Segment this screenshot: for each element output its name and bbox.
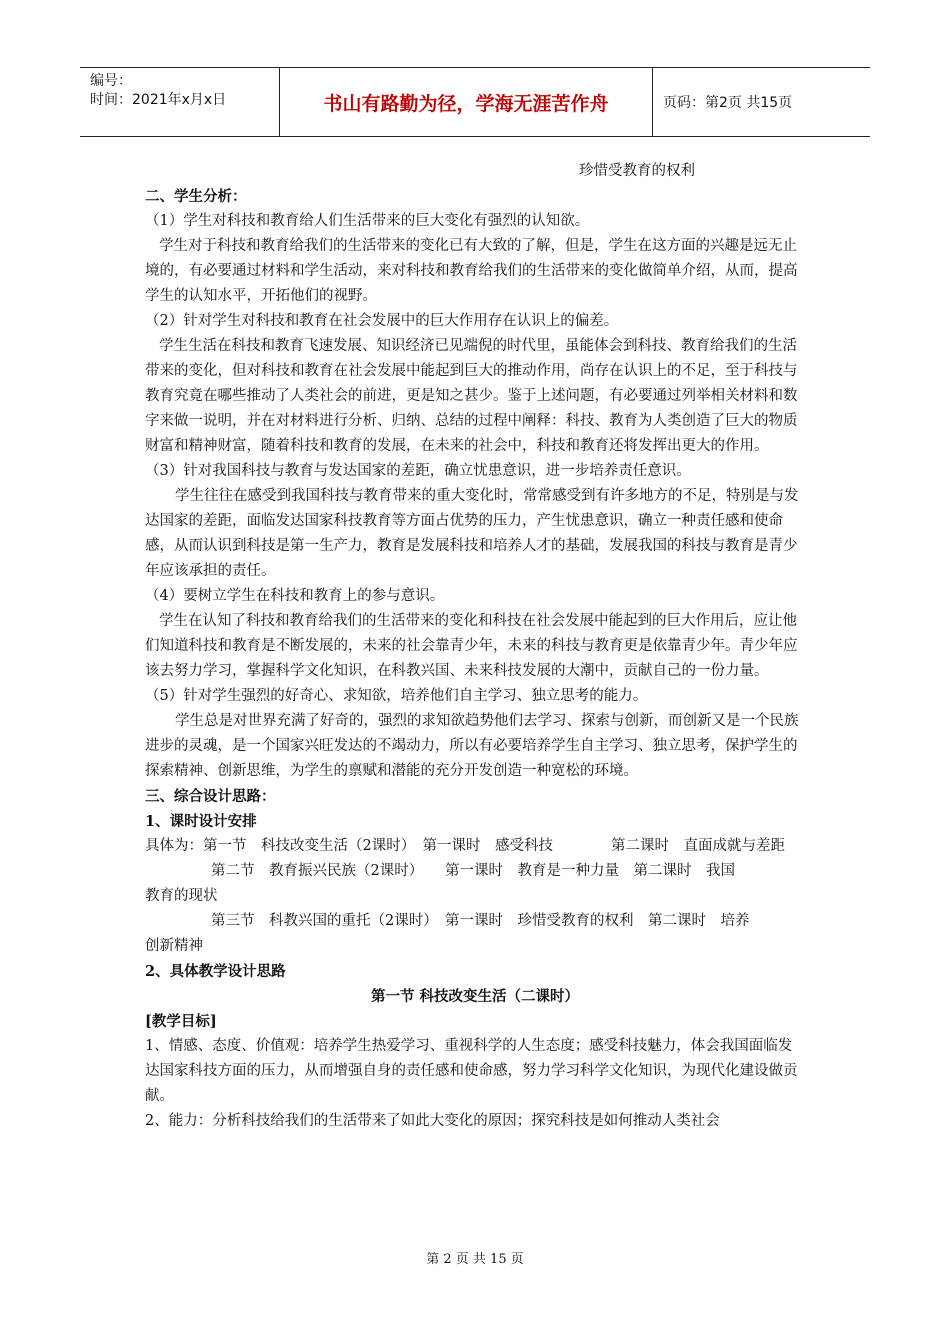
paragraph: 学生总是对世界充满了好奇的，强烈的求知欲趋势他们去学习、探索与创新，而创新又是一个民族进步的灵魂，是一个国家兴旺发达的不竭动力，所以有必要培养学生自主学习、独立思考，保护学生的探索精神、创新思维，为学生的禀赋和潜能的充分开发创造一种宽松的环境。 <box>145 713 799 779</box>
paragraph: 珍惜受教育的权利 <box>579 163 695 179</box>
subsection-heading: [教学目标] <box>145 1013 217 1030</box>
section-heading: 三、综合设计思路： <box>145 788 276 805</box>
header-motto: 书山有路勤为径，学海无涯苦作舟 <box>280 68 653 136</box>
paragraph: 教育的现状 <box>145 888 218 904</box>
header-page-info: 页码：第2页 共15页 <box>663 95 793 111</box>
paragraph: （2）针对学生对科技和教育在社会发展中的巨大作用存在认识上的偏差。 <box>145 313 619 329</box>
subsection-heading: 2、具体教学设计思路 <box>145 963 286 980</box>
paragraph: 具体为：第一节 科技改变生活（2课时） 第一课时 感受科技 第二课时 直面成就与差距 <box>145 838 785 854</box>
header-meta <box>80 68 280 136</box>
paragraph: 创新精神 <box>145 938 203 954</box>
number-label: 编号： <box>90 73 132 89</box>
page-header <box>80 67 870 137</box>
paragraph: 学生往往在感受到我国科技与教育带来的重大变化时，常常感受到有许多地方的不足，特别是与发达国家的差距，面临发达国家科技教育等方面占优势的压力，产生忧患意识，确立一种责任感和使命感，从而认识到科技是第一生产力，教育是发展科技和培养人才的基础，发展我国的科技与教育是青少年应该承担的责任。 <box>145 488 799 579</box>
paragraph: 第二节 教育振兴民族（2课时） 第一课时 教育是一种力量 第二课时 我国 <box>211 863 735 879</box>
document-body <box>145 159 805 1134</box>
paragraph: 学生对于科技和教育给我们的生活带来的变化已有大致的了解，但是，学生在这方面的兴趣是远无止境的，有必要通过材料和学生活动，来对科技和教育给我们的生活带来的变化做简单介绍，从而，提高学生的认知水平，开拓他们的视野。 <box>145 238 798 304</box>
paragraph: （3）针对我国科技与教育与发达国家的差距，确立忧患意识，进一步培养责任意识。 <box>145 463 691 479</box>
section-heading: 二、学生分析： <box>145 188 247 205</box>
paragraph: （5）针对学生强烈的好奇心、求知欲，培养他们自主学习、独立思考的能力。 <box>145 688 648 704</box>
paragraph: 1、情感、态度、价值观：培养学生热爱学习、重视科学的人生态度；感受科技魅力，体会我国面临发达国家科技方面的压力，从而增强自身的责任感和使命感，努力学习科学文化知识，为现代化建设做贡献。 <box>145 1038 798 1104</box>
paragraph: 学生在认知了科技和教育给我们的生活带来的变化和科技在社会发展中能起到的巨大作用后，应让他们知道科技和教育是不断发展的，未来的社会靠青少年，未来的科技与教育更是依靠青少年。青少年应该去努力学习，掌握科学文化知识，在科教兴国、未来科技发展的大潮中，贡献自己的一份力量。 <box>145 613 798 679</box>
time-label: 时间：2021年x月x日 <box>90 92 227 108</box>
paragraph: 学生生活在科技和教育飞速发展、知识经济已见端倪的时代里，虽能体会到科技、教育给我们的生活带来的变化，但对科技和教育在社会发展中能起到巨大的推动作用，尚存在认识上的不足，至于科技与教育究竟在哪些推动了人类社会的前进，更是知之甚少。鉴于上述问题，有必要通过列举相关材料和数字来做一说明，并在对材料进行分析、归纳、总结的过程中阐释：科技、教育为人类创造了巨大的物质财富和精神财富，随着科技和教育的发展，在未来的社会中，科技和教育还将发挥出更大的作用。 <box>145 338 798 454</box>
page-footer: 第 2 页 共 15 页 <box>426 1252 524 1267</box>
lesson-title: 第一节 科技改变生活（二课时） <box>370 988 580 1005</box>
paragraph: （4）要树立学生在科技和教育上的参与意识。 <box>145 588 445 604</box>
paragraph: （1）学生对科技和教育给人们生活带来的巨大变化有强烈的认知欲。 <box>145 213 590 229</box>
subsection-heading: 1、课时设计安排 <box>145 813 257 830</box>
paragraph: 2、能力：分析科技给我们的生活带来了如此大变化的原因；探究科技是如何推动人类社会 <box>145 1113 720 1129</box>
paragraph: 第三节 科教兴国的重托（2课时） 第一课时 珍惜受教育的权利 第二课时 培养 <box>211 913 750 929</box>
